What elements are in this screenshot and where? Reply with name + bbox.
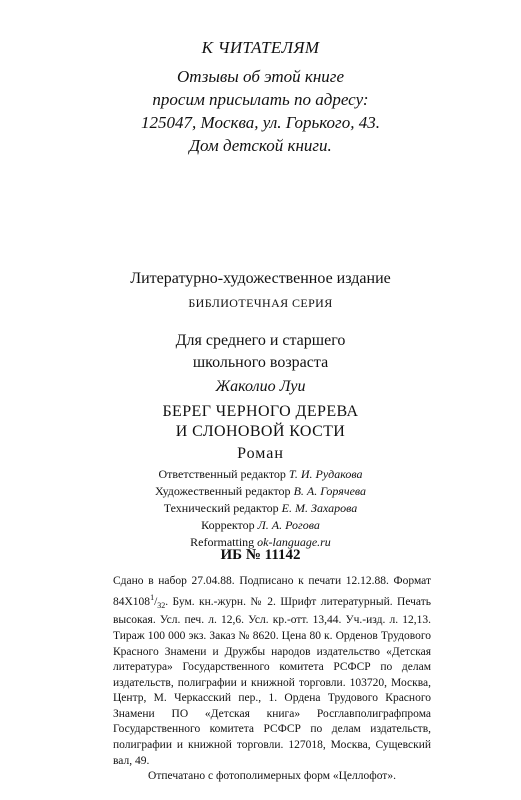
reader-notice-title: К ЧИТАТЕЛЯМ bbox=[201, 38, 320, 57]
reader-notice bbox=[0, 65, 521, 157]
edition-genre: Литературно-художественное издание bbox=[130, 270, 391, 287]
imprint-block: Сдано в набор 27.04.88. Подписано к печати 12.12.88. Формат $84Х108^1/_{32}$. Бум. кн.-журн. № 2. Шрифт литературный. Печать высокая. Усл. печ. л. 12,6. Усл. кр.-отт. 13,44. Уч.-изд. л. 12,13. Тираж 100 000 экз. Заказ № 8620. Цена 80 к. Орденов Трудового Красного Знамени и Дружбы народов издательство «Детская литература» Государственного комитета РСФСР по делам издательств, полиграфии и книжной торговли. 103720, Москва, Центр, М. Черкасский пер., 1. Ордена Трудового Красного Знамени ПО «Детская книга» Росглавполиграфпрома Государственного комитета РСФСР по делам издательств, полиграфии и книжной торговли. 127018, Москва, Сущевский вал, 49. Отпечатано с фотополимерных форм «Целлофот». bbox=[113, 574, 431, 785]
age-group-line: Для среднего и старшего bbox=[175, 332, 346, 349]
book-title-line: БЕРЕГ ЧЕРНОГО ДЕРЕВА bbox=[162, 403, 359, 420]
credit-name: Т. И. Рудакова bbox=[288, 467, 363, 481]
age-group-line: школьного возраста bbox=[192, 354, 329, 371]
work-type: Роман bbox=[237, 445, 284, 462]
credit-name: Л. А. Рогова bbox=[257, 518, 320, 532]
ib-number: ИБ № 11142 bbox=[220, 547, 301, 563]
format-fraction-numerator: 1 bbox=[150, 592, 155, 602]
credit-line bbox=[0, 466, 521, 483]
credit-role: Reformatting bbox=[190, 535, 255, 549]
credit-line bbox=[0, 500, 521, 517]
printing-note: Отпечатано с фотополимерных форм «Целлофот». bbox=[148, 770, 396, 783]
credit-name: ok-language.ru bbox=[257, 535, 331, 549]
author-name: Жаколио Луи bbox=[215, 378, 306, 395]
age-group bbox=[0, 330, 521, 374]
credit-role: Ответственный редактор bbox=[158, 467, 286, 481]
credit-line bbox=[0, 483, 521, 500]
credit-name: Е. М. Захарова bbox=[281, 501, 358, 515]
reader-notice-line: Дом детской книги. bbox=[189, 136, 332, 155]
reader-notice-line: Отзывы об этой книге bbox=[177, 67, 344, 86]
edition-series: БИБЛИОТЕЧНАЯ СЕРИЯ bbox=[188, 296, 333, 310]
credits-list bbox=[0, 466, 521, 551]
credit-line bbox=[0, 517, 521, 534]
credit-role: Художественный редактор bbox=[154, 484, 291, 498]
credit-name: В. А. Горячева bbox=[293, 484, 367, 498]
credit-role: Технический редактор bbox=[163, 501, 279, 515]
format-fraction-denominator: 32 bbox=[157, 600, 166, 610]
imprint-text: . Бум. кн.-журн. № 2. Шрифт литературный. Печать высокая. Усл. печ. л. 12,6. Усл. кр.-отт. 13,44. Уч.-изд. л. 12,13. Тираж 100 000 экз. Заказ № 8620. Цена 80 к. Орденов Трудового Красного Знамени и Дружбы народов издательство «Детская литература» Государственного комитета РСФСР по делам издательств, полиграфии и книжной торговли. 103720, Москва, Центр, М. Черкасский пер., 1. Ордена Трудового Красного Знамени ПО «Детская книга» Росглавполиграфпрома Государственного комитета РСФСР по делам издательств, полиграфии и книжной торговли. 127018, Москва, Сущевский вал, 49. bbox=[113, 595, 431, 767]
book-title bbox=[0, 402, 521, 442]
reader-notice-line: просим присылать по адресу: bbox=[152, 90, 369, 109]
book-title-line: И СЛОНОВОЙ КОСТИ bbox=[175, 423, 346, 440]
imprint-text: Сдано в набор 27.04.88. Подписано к печати 12.12.88. Формат 84Х108 bbox=[113, 575, 431, 608]
reader-notice-line: 125047, Москва, ул. Горького, 43. bbox=[141, 113, 380, 132]
credit-role: Корректор bbox=[201, 518, 255, 532]
